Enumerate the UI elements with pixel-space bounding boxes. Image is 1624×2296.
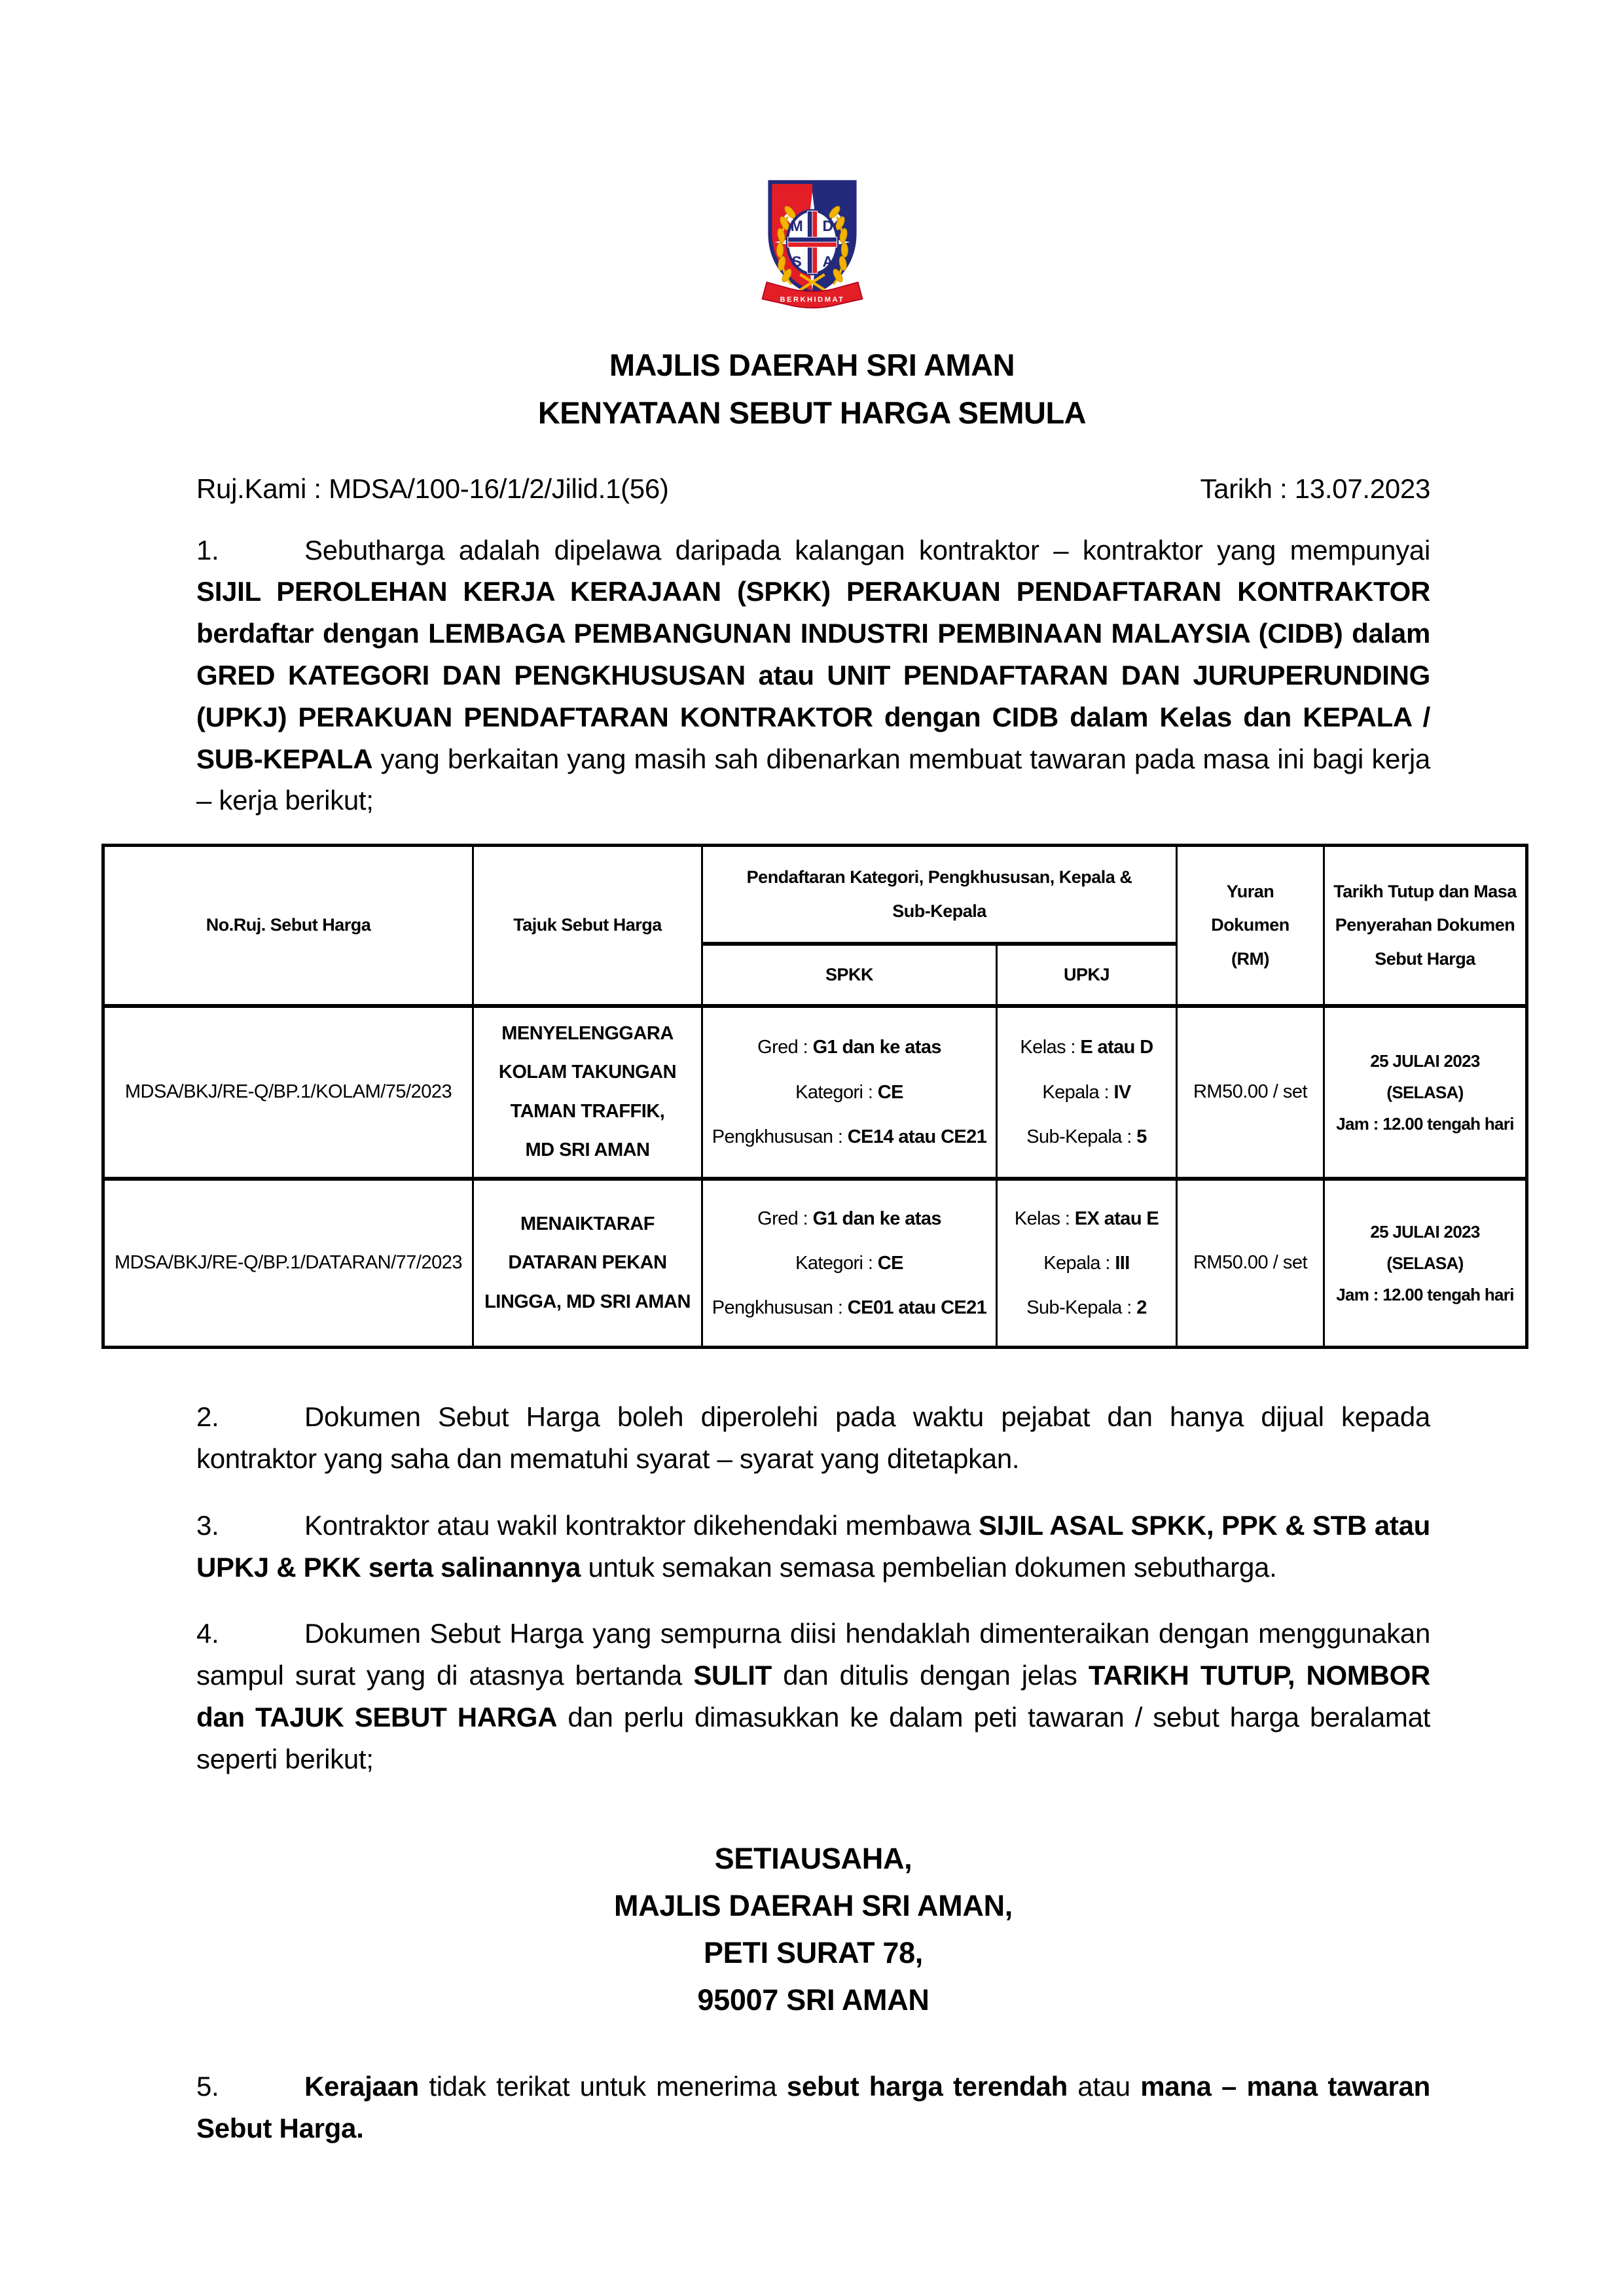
paragraph-number: 3. [196, 1509, 219, 1541]
col-header-yuran: Yuran Dokumen (RM) [1177, 846, 1324, 1006]
paragraph-number: 4. [196, 1618, 219, 1649]
logo-letter-m: M [790, 217, 803, 234]
paragraph-4 [196, 1613, 1430, 1780]
col-header-pendaftaran: Pendaftaran Kategori, Pengkhususan, Kepala & Sub-Kepala [702, 846, 1177, 944]
logo-container [0, 0, 1624, 320]
paragraph-number: 5. [196, 2070, 219, 2102]
document-title: KENYATAAN SEBUT HARGA SEMULA [537, 395, 1087, 430]
col-header-upkj: UPKJ [997, 944, 1177, 1006]
paragraph-2 [196, 1396, 1430, 1480]
mailing-address: SETIAUSAHA, MAJLIS DAERAH SRI AMAN, PETI SURAT 78, 95007 SRI AMAN [614, 1841, 1013, 2017]
cell-closing-date: 25 JULAI 2023 (SELASA) Jam : 12.00 tengah hari [1324, 1179, 1527, 1348]
paragraph-5 [196, 2066, 1430, 2149]
cell-ref: MDSA/BKJ/RE-Q/BP.1/DATARAN/77/2023 [103, 1179, 473, 1348]
paragraph-text: Sebutharga adalah dipelawa daripada kalangan kontraktor – kontraktor yang mempunyai SIJIL PEROLEHAN KERJA KERAJAAN (SPKK) PERAKUAN PENDAFTARAN KONTRAKTOR berdaftar dengan LEMBAGA PEMBANGUNAN INDUSTRI PEMBINAAN MALAYSIA (CIDB) dalam GRED KATEGORI DAN PENGKHUSUSAN atau UNIT PENDAFTARAN DAN JURUPERUNDING (UPKJ) PERAKUAN PENDAFTARAN KONTRAKTOR dengan CIDB dalam Kelas dan KEPALA / SUB-KEPALA yang berkaitan yang masih sah dibenarkan membuat tawaran pada masa ini bagi kerja – kerja berikut; [196, 534, 1430, 816]
cell-fee: RM50.00 / set [1177, 1179, 1324, 1348]
table-row [103, 1179, 1527, 1348]
col-header-spkk: SPKK [702, 944, 997, 1006]
cell-ref: MDSA/BKJ/RE-Q/BP.1/KOLAM/75/2023 [103, 1006, 473, 1179]
document-date: Tarikh : 13.07.2023 [1200, 473, 1430, 504]
logo-letter-a: A [822, 253, 833, 270]
logo-letter-d: D [822, 217, 833, 234]
logo-letter-s: S [791, 253, 802, 270]
document-body-lower [196, 1396, 1430, 1780]
cell-upkj: Kelas : EX atau E Kepala : III Sub-Kepala : 2 [997, 1179, 1177, 1348]
document-body [196, 529, 1430, 822]
cell-spkk: Gred : G1 dan ke atas Kategori : CE Pengkhususan : CE01 atau CE21 [702, 1179, 997, 1348]
reference-number: Ruj.Kami : MDSA/100-16/1/2/Jilid.1(56) [196, 473, 669, 504]
cell-closing-date: 25 JULAI 2023 (SELASA) Jam : 12.00 tengah hari [1324, 1006, 1527, 1179]
paragraph-text: Kerajaan tidak terikat untuk menerima sebut harga terendah atau mana – mana tawaran Sebut Harga. [196, 2070, 1430, 2144]
logo-oval [787, 211, 837, 274]
cell-title: MENYELENGGARA KOLAM TAKUNGAN TAMAN TRAFFIK, MD SRI AMAN [473, 1006, 702, 1179]
logo-banner-text: BERKHIDMAT [780, 295, 844, 304]
reference-row [196, 473, 1430, 505]
cell-fee: RM50.00 / set [1177, 1006, 1324, 1179]
paragraph-text: Dokumen Sebut Harga boleh diperolehi pada waktu pejabat dan hanya dijual kepada kontraktor yang saha dan mematuhi syarat – syarat yang ditetapkan. [196, 1401, 1430, 1474]
paragraph-text: Kontraktor atau wakil kontraktor dikehendaki membawa SIJIL ASAL SPKK, PPK & STB atau UPKJ & PKK serta salinannya untuk semakan semasa pembelian dokumen sebutharga. [196, 1509, 1430, 1583]
col-header-ref: No.Ruj. Sebut Harga [103, 846, 473, 1006]
cell-upkj: Kelas : E atau D Kepala : IV Sub-Kepala : 5 [997, 1006, 1177, 1179]
org-name-title: MAJLIS DAERAH SRI AMAN [609, 348, 1015, 382]
mdsa-crest-logo [757, 175, 868, 320]
paragraph-3 [196, 1505, 1430, 1588]
paragraph-number: 2. [196, 1401, 219, 1433]
table-row [103, 1006, 1527, 1179]
paragraph-text: Dokumen Sebut Harga yang sempurna diisi hendaklah dimenteraikan dengan menggunakan sampul surat yang di atasnya bertanda SULIT dan ditulis dengan jelas TARIKH TUTUP, NOMBOR dan TAJUK SEBUT HARGA dan perlu dimasukkan ke dalam peti tawaran / sebut harga beralamat seperti berikut; [196, 1618, 1431, 1774]
paragraph-1 [196, 529, 1430, 822]
cell-spkk: Gred : G1 dan ke atas Kategori : CE Pengkhususan : CE14 atau CE21 [702, 1006, 997, 1179]
paragraph-number: 1. [196, 534, 219, 565]
tender-table [101, 844, 1528, 1349]
document-body-end [196, 2066, 1430, 2149]
table-header-row [103, 846, 1527, 944]
cell-title: MENAIKTARAF DATARAN PEKAN LINGGA, MD SRI AMAN [473, 1179, 702, 1348]
col-header-title: Tajuk Sebut Harga [473, 846, 702, 1006]
col-header-tarikh: Tarikh Tutup dan Masa Penyerahan Dokumen Sebut Harga [1324, 846, 1527, 1006]
